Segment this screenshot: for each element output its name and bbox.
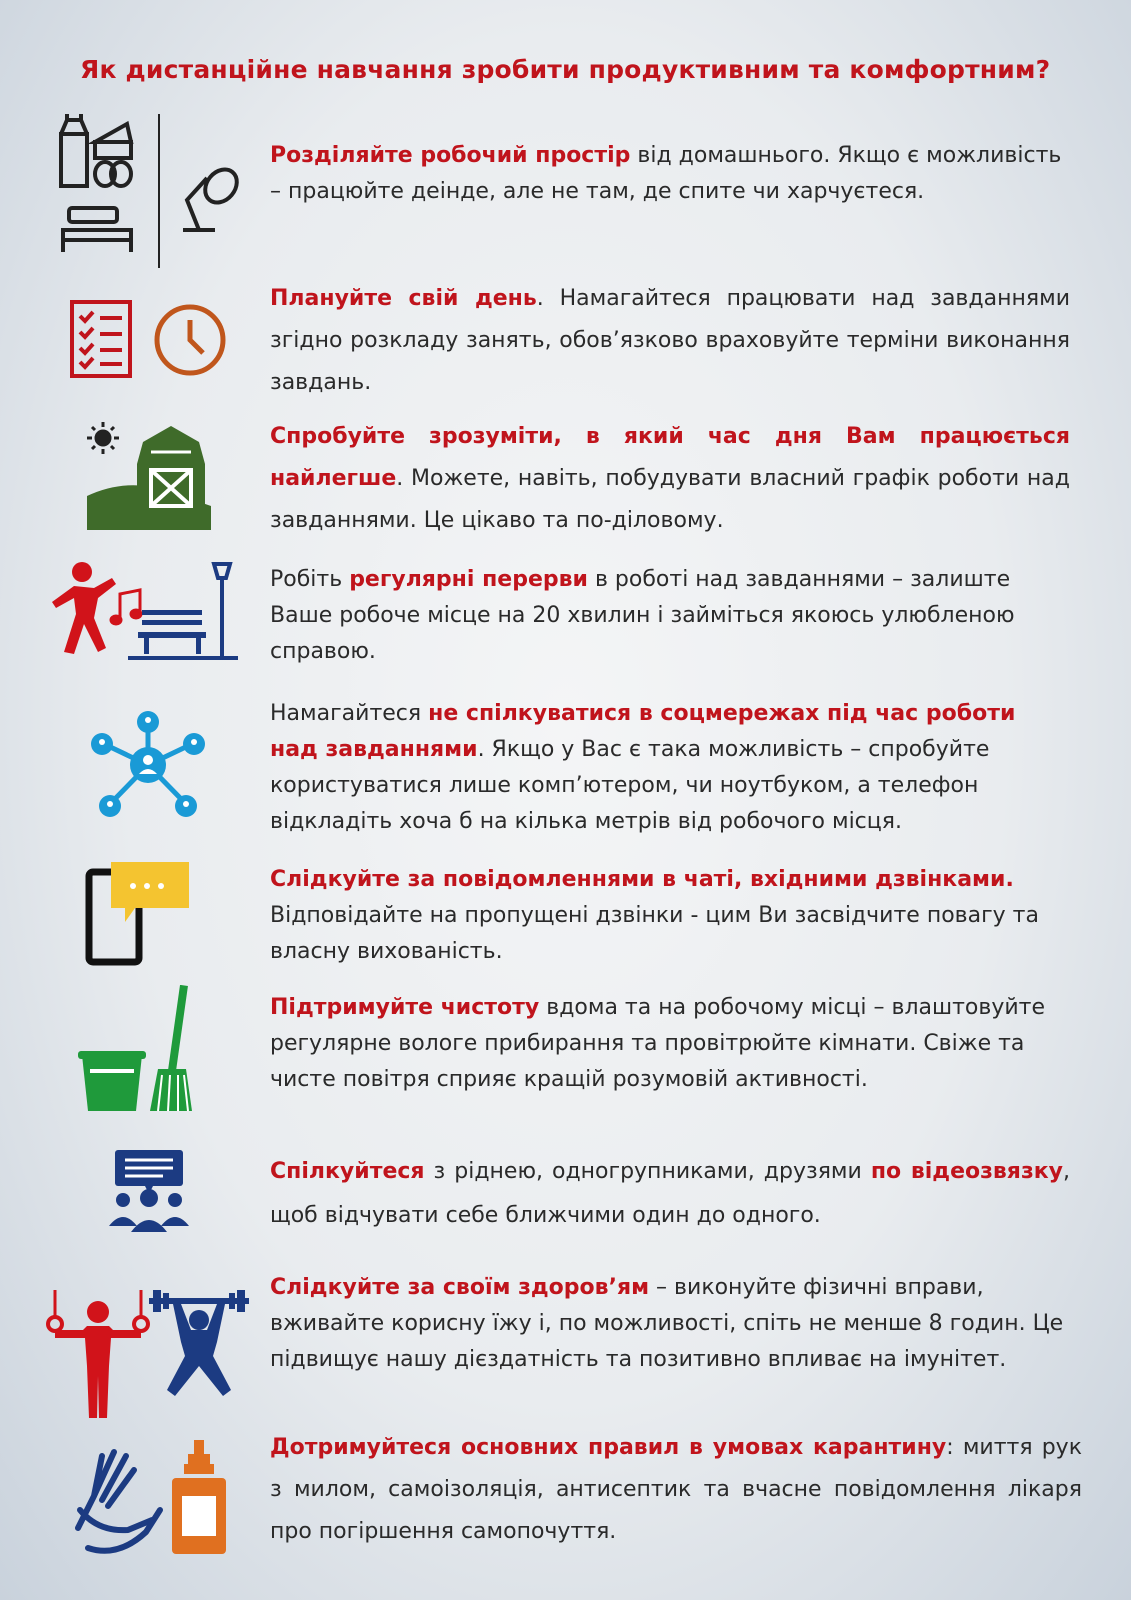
tip-2-icons [70,298,230,382]
tip-9-highlight: Слідкуйте за своїм здоров’ям [270,1275,650,1300]
tip-1-text [270,138,1070,210]
tip-4-lead: Робіть [270,567,350,592]
tip-5-body: . Якщо у Вас є така можливість – спробуйте користуватися лише комп’ютером, чи ноутбуком, а телефон відкладіть хоча б на кілька метрів від робочого місця. [270,737,990,834]
eggs-icon [95,162,131,186]
tip-6-text [270,862,1070,970]
tip-6-body: Відповідайте на пропущені дзвінки - цим Ви засвідчите повагу та власну вихованість. [270,903,1039,964]
tip-3-highlight: Спробуйте зрозуміти, в який час дня Вам працюється найлегше [270,424,1070,491]
video-conference-icon [109,1150,189,1232]
tip-8-icons [105,1150,195,1234]
tip-2-text [270,278,1070,404]
tip-9-text [270,1270,1070,1378]
checklist-icon [72,302,130,376]
tip-5-icons [88,710,208,820]
tip-8-text [270,1150,1070,1238]
tip-2-highlight: Плануйте свій день [270,286,537,311]
tip-4-icons [48,558,238,668]
tip-8-body-2: , щоб відчувати себе ближчими один до одного. [270,1159,1070,1228]
music-note-icon [111,590,141,624]
tip-10-highlight: Дотримуйтеся основних правил в умовах карантину [270,1435,947,1460]
phone-chat-icon [89,862,189,962]
tip-10-text [270,1427,1082,1553]
tip-9-icons [45,1290,255,1420]
desk-lamp-icon [183,163,243,230]
street-lamp-icon [214,564,230,658]
washing-hands-icon [78,1452,160,1551]
tip-7-body: вдома та на робочому місці – влаштовуйте регулярне вологе прибирання та провітрюйте кімнати. Свіже та чисте повітря сприяє кращій розумовій активності. [270,995,1046,1092]
tip-5-lead: Намагайтеся [270,701,429,726]
tip-10-icons [68,1440,248,1560]
tip-5-text [270,696,1070,840]
tip-3-text [270,416,1070,542]
bucket-icon [78,1051,146,1111]
tip-2-body: . Намагайтеся працювати над завданнями згідно розкладу занять, обов’язково враховуйте терміни виконання завдань. [270,286,1070,395]
sun-icon [87,422,119,454]
cheese-icon [95,124,131,158]
tip-5-highlight: не спілкуватися в соцмережах під час роботи над завданнями [270,701,1016,762]
tip-9-body: – виконуйте фізичні вправи, вживайте корисну їжу і, по можливості, спіть не менше 8 годин. Це підвищує нашу дієздатність та позитивно впливає на імунітет. [270,1275,1064,1372]
sanitizer-bottle-icon [172,1440,226,1554]
tip-8-highlight-2: по відеозвязку [870,1159,1063,1184]
tip-7-icons [78,985,198,1115]
tip-7-text [270,990,1070,1098]
tip-6-icons [85,860,195,970]
gymnast-rings-icon [48,1290,148,1418]
tip-10-body: : миття рук з милом, самоізоляція, антисептик та вчасне повідомлення лікаря про погіршення самопочуття. [270,1435,1082,1544]
weightlifter-icon [149,1290,249,1396]
tip-4-text [270,562,1070,670]
tip-6-highlight: Слідкуйте за повідомленнями в чаті, вхідними дзвінками. [270,867,1014,892]
tip-7-highlight: Підтримуйте чистоту [270,995,540,1020]
milk-carton-icon [61,114,87,186]
page-title: Як дистанційне навчання зробити продуктивним та комфортним? [80,55,1051,84]
bed-icon [63,208,131,252]
tip-1-icons [55,112,245,272]
tip-1-body: від домашнього. Якщо є можливість – працюйте деінде, але не там, де спите чи харчуєтеся. [270,143,1062,204]
dancing-person-icon [52,562,116,654]
tip-8-highlight: Спілкуйтеся [270,1159,425,1184]
tip-8-body: з ріднею, одногрупниками, друзями [424,1159,871,1184]
clock-icon [157,307,223,373]
tip-3-icons [85,420,215,530]
tip-1-highlight: Розділяйте робочий простір [270,143,631,168]
tip-4-highlight: регулярні перерви [349,567,588,592]
tip-3-body: . Можете, навіть, побудувати власний графік роботи над завданнями. Це цікаво та по-діловому. [270,466,1070,533]
tip-4-body: в роботі над завданнями – залиште Ваше робоче місце на 20 хвилин і займіться якоюсь улюбленою справою. [270,567,1015,664]
